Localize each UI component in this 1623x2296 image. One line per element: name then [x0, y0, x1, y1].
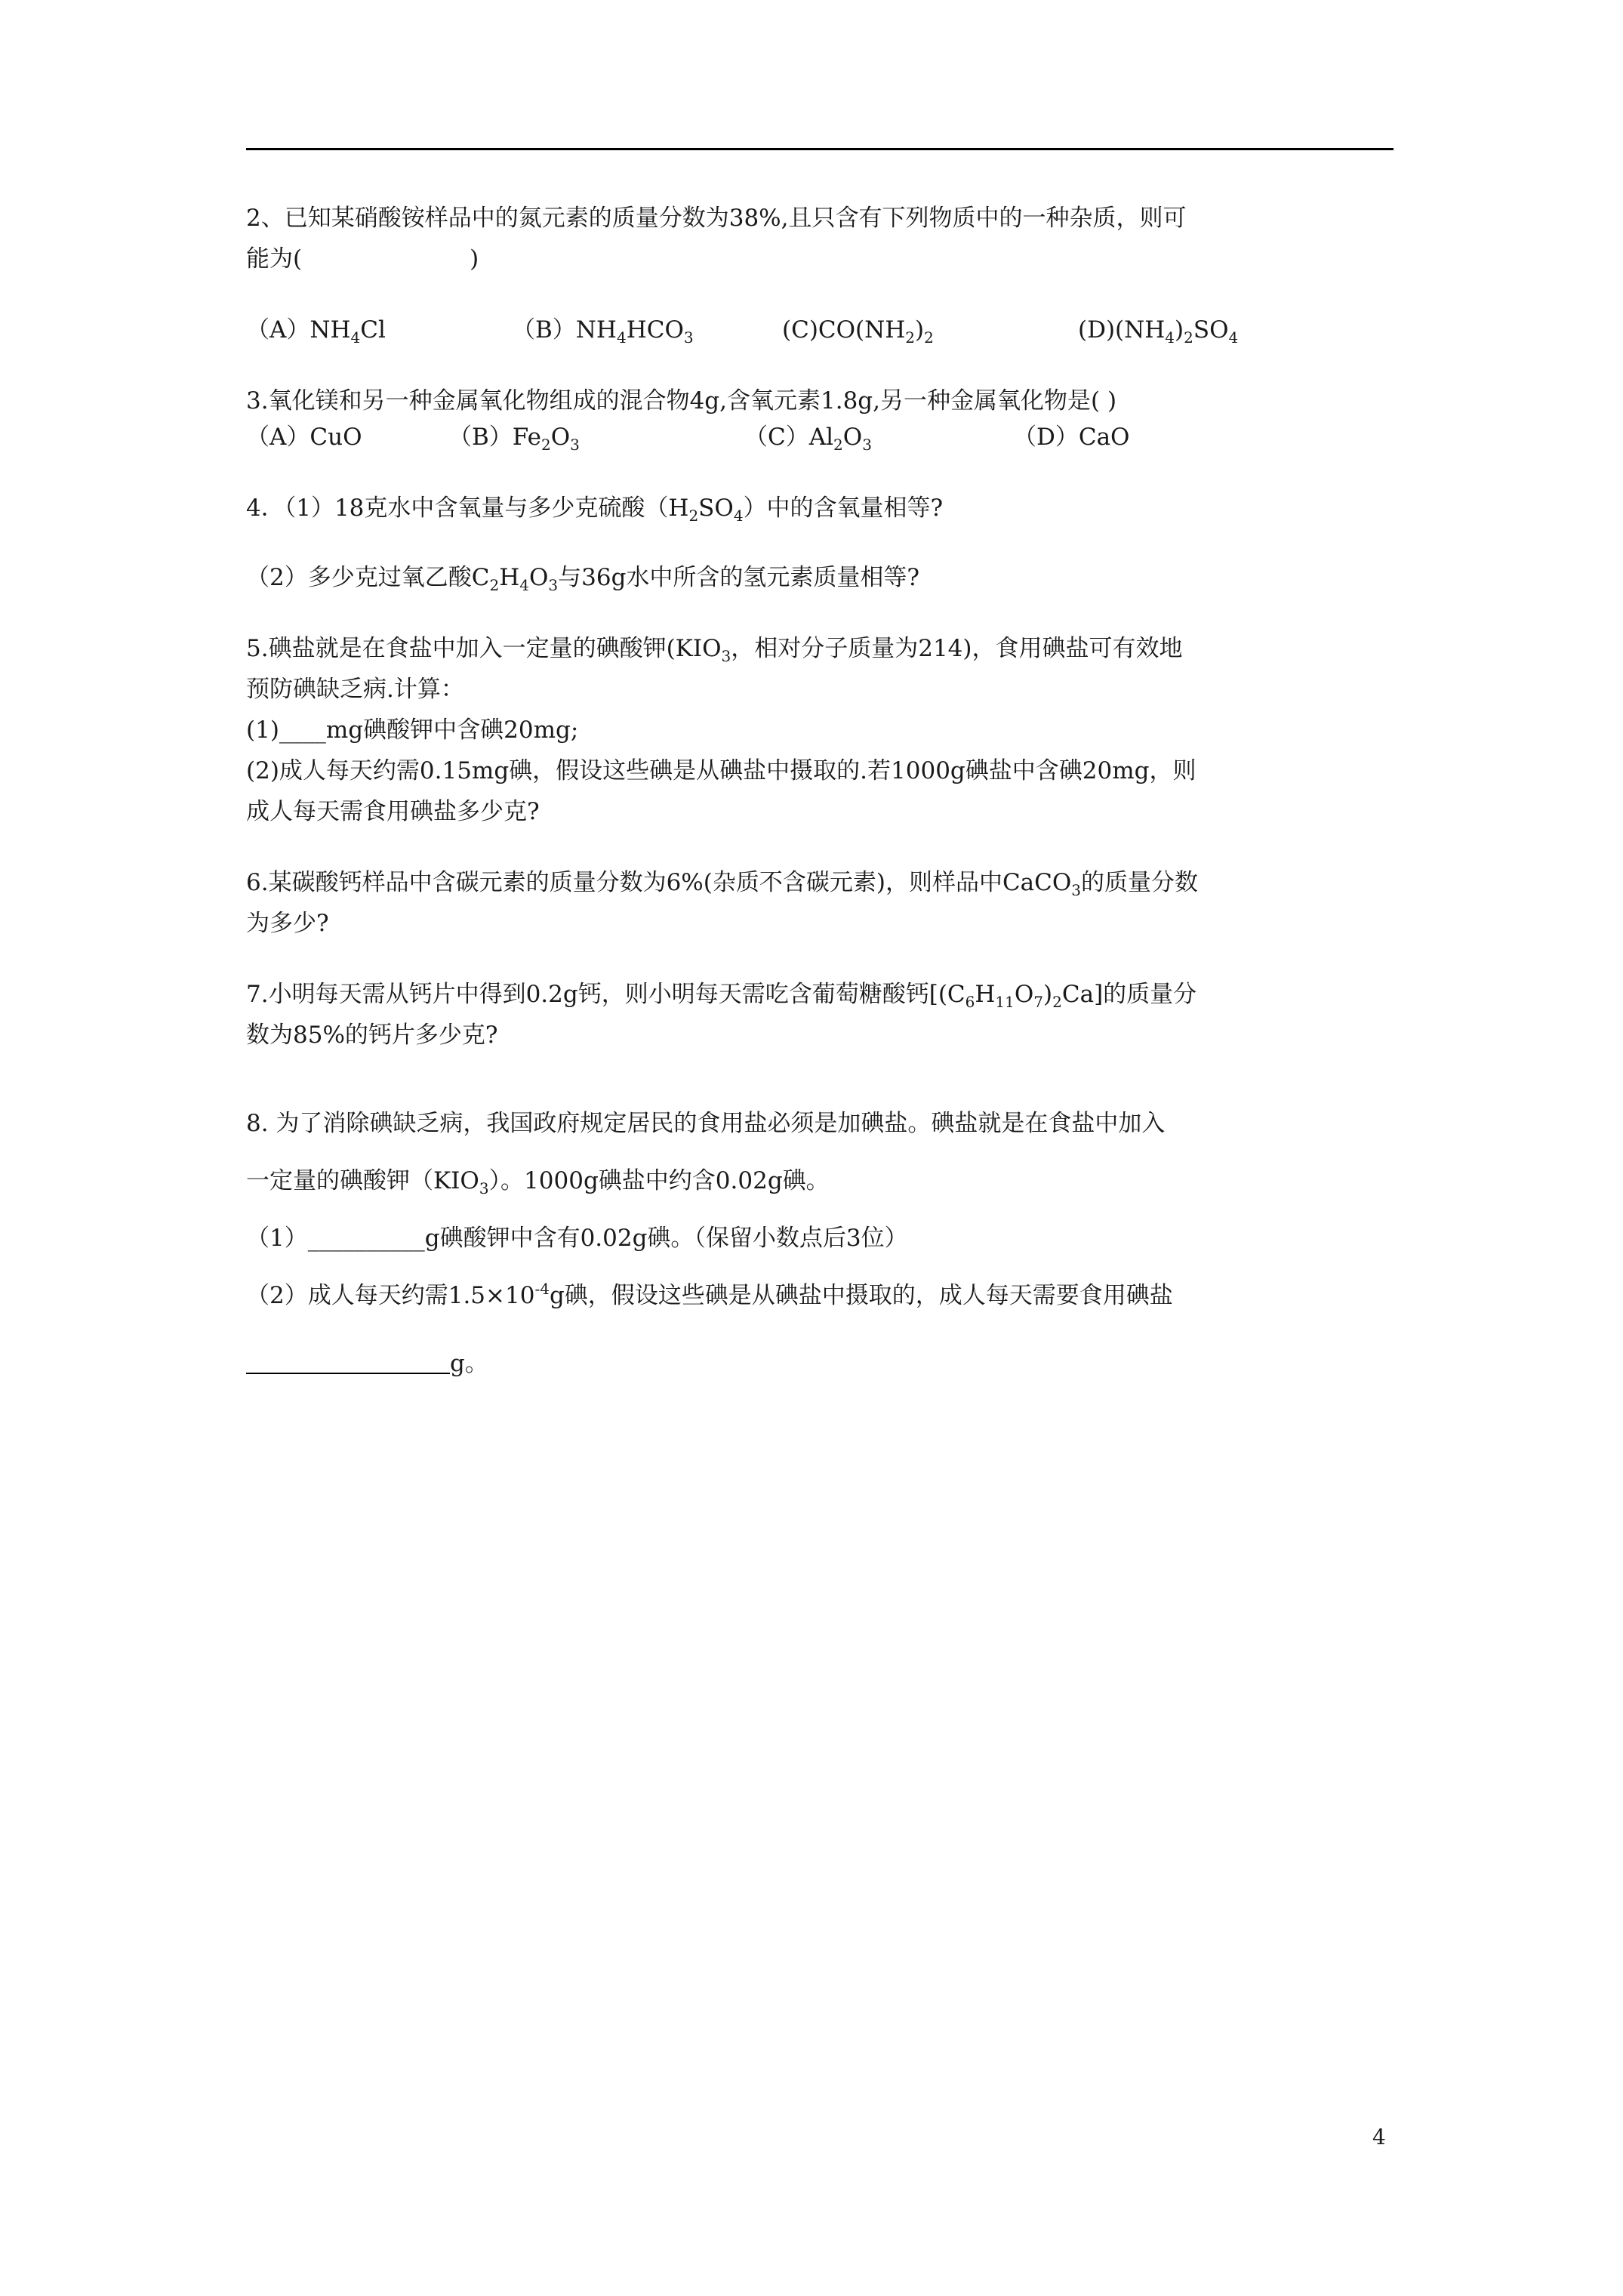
question-7 [246, 974, 1394, 1056]
q6-line2: 为多少? [246, 910, 329, 937]
q8-line1: 8. 为了消除碘缺乏病，我国政府规定居民的食用盐必须是加碘盐。碘盐就是在食盐中加入 [246, 1110, 1166, 1137]
q8-line3: （1）__________g碘酸钾中含有0.02g碘。（保留小数点后3位） [246, 1225, 908, 1252]
q2-options [246, 310, 1394, 350]
q8-line5: g。 [246, 1335, 1394, 1392]
q2-option-d[interactable]: $(D)(NH_4)_2SO_4$ [1078, 316, 1239, 347]
page-number: 4 [1372, 2125, 1386, 2150]
q5-line5: 成人每天需食用碘盐多少克? [246, 798, 540, 825]
q3-option-d[interactable]: （D）CaO [1013, 424, 1130, 451]
q2-line2: 能为( ) [246, 245, 479, 273]
q5-line4: (2)成人每天约需0.15mg碘，假设这些碘是从碘盐中摄取的.若1000g碘盐中含碘20mg，则 [246, 757, 1196, 784]
question-8 [246, 1095, 1394, 1392]
q2-option-a[interactable]: $(A)NH_4Cl$ [246, 316, 386, 347]
question-5 [246, 628, 1394, 832]
header-rule [246, 148, 1394, 150]
q2-line1: 2、已知某硝酸铵样品中的氮元素的质量分数为38%,且只含有下列物质中的一种杂质，则可 [246, 205, 1187, 232]
question-2 [246, 198, 1394, 350]
q3-option-a[interactable]: （A）CuO [246, 424, 362, 451]
q8-answer-blank[interactable] [246, 1347, 450, 1374]
q8-line2: 一定量的碘酸钾$(KIO_3)$。1000g碘盐中约含0.02g碘。 [246, 1167, 830, 1197]
q5-line3: (1)____mg碘酸钾中含碘20mg; [246, 717, 579, 744]
q7-line1: 7.小明每天需从钙片中得到0.2g钙，则小明每天需吃含葡萄糖酸钙$[(C_6H_{11}O_7)_2Ca]$的质量分 [246, 981, 1197, 1011]
q4-part2: （2）多少克过氧乙酸$C_2H_4O_3$与36g水中所含的氢元素质量相等? [246, 564, 920, 594]
q2-option-c[interactable]: $(C)CO(NH_2)_2$ [782, 316, 934, 347]
q8-line4: （2）成人每天约需$1.5\times 10^{-4}g$碘，假设这些碘是从碘盐中摄取的，成人每天需要食用碘盐 [246, 1280, 1173, 1309]
q6-line1: 6.某碳酸钙样品中含碳元素的质量分数为6%(杂质不含碳元素)，则样品中CaCO$_3$的质量分数 [246, 869, 1199, 899]
question-3 [246, 381, 1394, 458]
question-6 [246, 862, 1394, 944]
q5-line1: 5.碘盐就是在食盐中加入一定量的碘酸钾($KIO_3$，相对分子质量为214)，食用碘盐可有效地 [246, 635, 1183, 665]
document-body [246, 198, 1394, 1392]
q2-option-b[interactable]: $(B)NH_4HCO_3$ [512, 316, 694, 347]
q3-options [246, 417, 1394, 458]
q5-line2: 预防碘缺乏病.计算： [246, 676, 464, 703]
q3-option-c[interactable]: $(C)Al_2O_3$ [744, 424, 872, 454]
q3-line1: 3.氧化镁和另一种金属氧化物组成的混合物4g,含氧元素1.8g,另一种金属氧化物是( ) [246, 387, 1117, 415]
question-4 [246, 488, 1394, 598]
q3-option-b[interactable]: $(B)Fe_2O_3$ [448, 424, 580, 454]
q7-line2: 数为85%的钙片多少克? [246, 1022, 498, 1049]
q4-part1: 4．（1）18克水中含氧量与多少克硫酸$(H_2SO_4)$中的含氧量相等? [246, 495, 944, 525]
